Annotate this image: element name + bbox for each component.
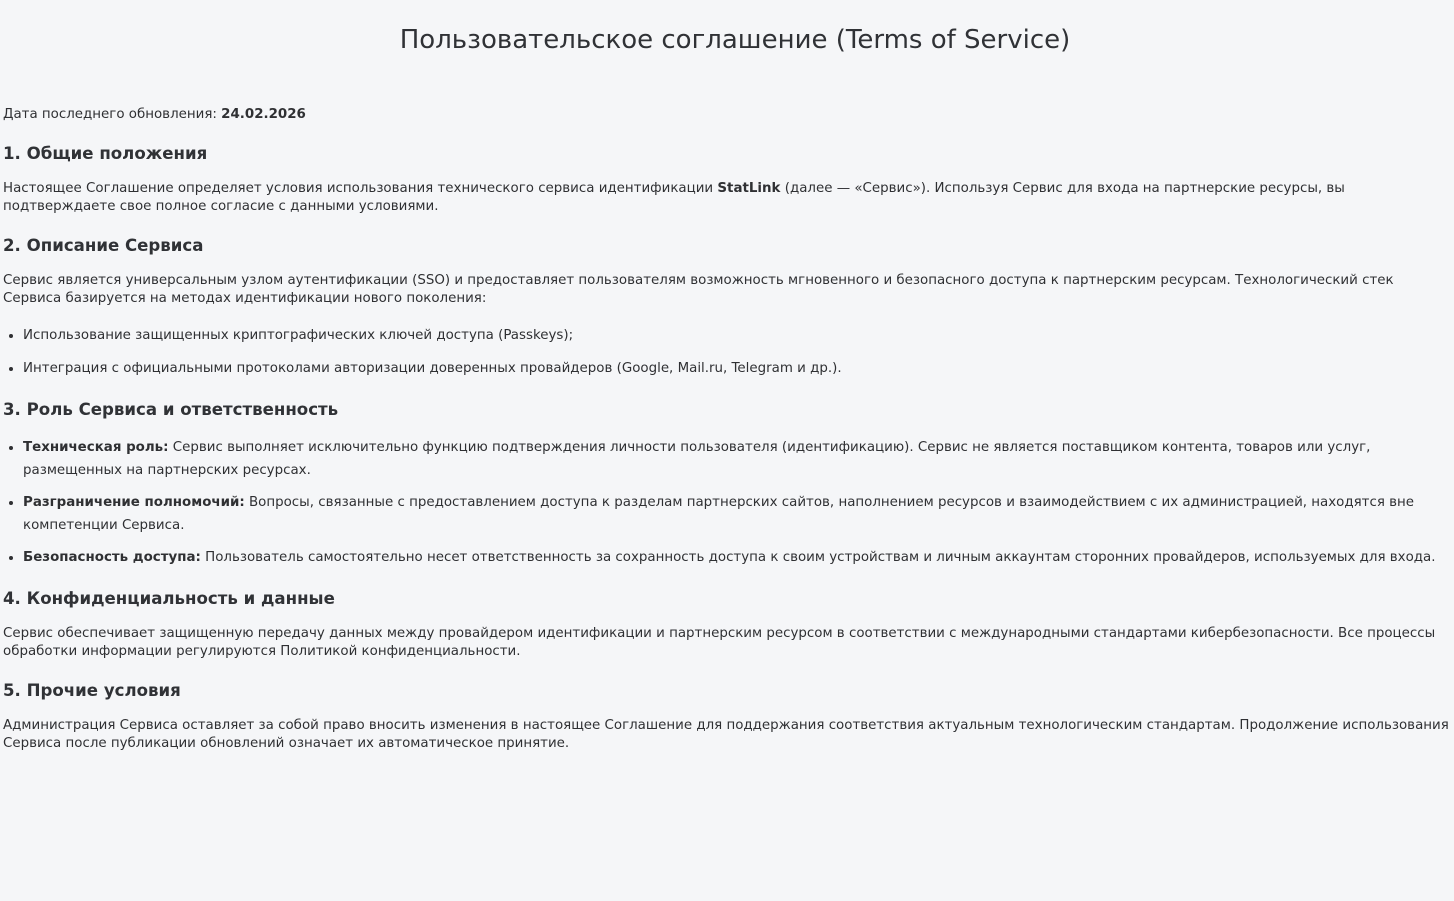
section-description (3, 234, 1449, 380)
section-heading: 3. Роль Сервиса и ответственность (3, 400, 339, 419)
section-heading: 5. Прочие условия (3, 681, 181, 700)
responsibility-list (3, 436, 1449, 569)
list-item-term: Разграничение полномочий: (23, 495, 245, 510)
section-other (3, 679, 1449, 753)
list-item (23, 546, 1449, 569)
page-title: Пользовательское соглашение (Terms of Service) (399, 25, 1071, 55)
last-updated-date: 24.02.2026 (221, 107, 306, 122)
section-responsibility (3, 398, 1449, 569)
section-paragraph: Сервис является универсальным узлом аутентификации (SSO) и предоставляет пользователям возможность мгновенного и безопасного доступа к партнерским ресурсам. Технологический стек Сервиса базируется на методах идентификации нового поколения: (3, 273, 1394, 306)
paragraph-text: Настоящее Соглашение определяет условия использования технического сервиса идентификации (3, 181, 714, 196)
section-heading: 4. Конфиденциальность и данные (3, 589, 335, 608)
section-paragraph: Администрация Сервиса оставляет за собой право вносить изменения в настоящее Соглашение для поддержания соответствия актуальным технологическим стандартам. Продолжение использования Сервиса после публикации обновлений означает их автоматическое принятие. (3, 718, 1449, 751)
tech-list (3, 324, 1449, 380)
list-item: • Использование защищенных криптографических ключей доступа (Passkeys); (23, 324, 1449, 347)
list-item (23, 436, 1449, 482)
list-item-text: Сервис выполняет исключительно функцию подтверждения личности пользователя (идентификацию). Сервис не является поставщиком контента, товаров или услуг, размещенных на партнерских ресурсах. (23, 440, 1371, 478)
document-body (3, 106, 1449, 771)
section-privacy (3, 587, 1449, 661)
list-item-term: Техническая роль: (23, 440, 169, 455)
list-item (23, 491, 1449, 537)
last-updated-label: Дата последнего обновления: (3, 107, 217, 122)
section-heading: 2. Описание Сервиса (3, 236, 204, 255)
list-item-text: Пользователь самостоятельно несет ответственность за сохранность доступа к своим устройствам и личным аккаунтам сторонних провайдеров, используемых для входа. (205, 550, 1436, 565)
section-paragraph (3, 180, 1449, 216)
list-item-term: Безопасность доступа: (23, 550, 201, 565)
list-item: • Интеграция с официальными протоколами авторизации доверенных провайдеров (Google, Mail.ru, Telegram и др.). (23, 357, 1449, 380)
section-general (3, 142, 1449, 216)
last-updated (3, 106, 1449, 124)
section-heading: 1. Общие положения (3, 144, 208, 163)
brand-name: StatLink (717, 181, 781, 196)
section-paragraph: Сервис обеспечивает защищенную передачу данных между провайдером идентификации и партнерским ресурсом в соответствии с международными стандартами кибербезопасности. Все процессы обработки информации регулируются Политикой конфиденциальности. (3, 626, 1436, 659)
list-item-text: Вопросы, связанные с предоставлением доступа к разделам партнерских сайтов, наполнением ресурсов и взаимодействием с их администрацией, находятся вне компетенции Сервиса. (23, 495, 1415, 533)
paragraph-text: (далее — «Сервис»). Используя Сервис для входа на партнерские ресурсы, вы подтверждаете свое полное согласие с данными условиями. (3, 181, 1345, 214)
